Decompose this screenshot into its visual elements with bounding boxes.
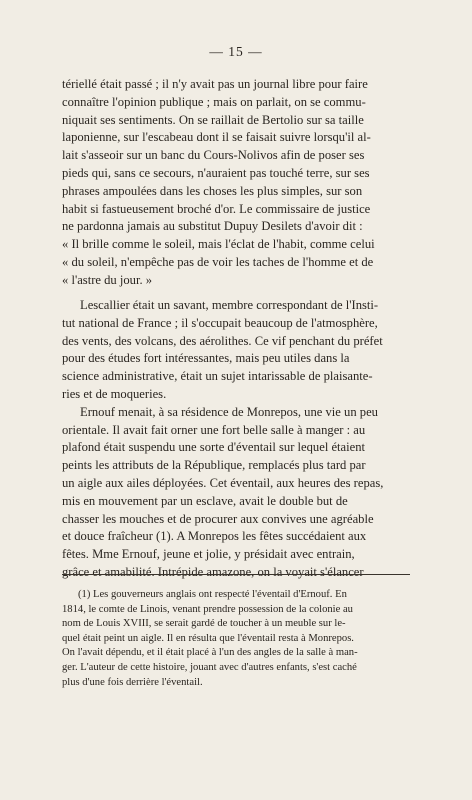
text-line: plafond était suspendu une sorte d'éventail sur lequel étaient (62, 440, 366, 455)
text-line: un aigle aux ailes déployées. Cet éventail, aux heures des repas, (62, 475, 384, 490)
text-line: pieds qui, sans ce secours, n'auraient pas touché terre, sur ses (62, 165, 370, 180)
paragraph-main-2 (62, 297, 410, 582)
text-line: Ernouf menait, à sa résidence de Monrepos, une vie un peu (80, 404, 378, 419)
text-line: ne pardonna jamais au substitut Dupuy Desilets d'avoir dit : (62, 219, 363, 234)
text-line: et douce fraîcheur (1). A Monrepos les fêtes succédaient aux (62, 529, 367, 544)
text-line: lait s'asseoir sur un banc du Cours-Nolivos afin de poser ses (62, 148, 365, 163)
text-line: des vents, des volcans, des aérolithes. Ce vif penchant du préfet (62, 333, 383, 348)
text-line: chasser les mouches et de procurer aux convives une agréable (62, 511, 374, 526)
footnote-line: ger. L'auteur de cette histoire, jouant avec d'autres enfants, s'est caché (62, 661, 357, 673)
footnote-line: (1) Les gouverneurs anglais ont respecté l'éventail d'Ernouf. En (78, 589, 347, 600)
footnote-line: plus d'une fois derrière l'éventail. (62, 676, 203, 688)
text-line: ries et de moqueries. (62, 386, 167, 401)
footnote-divider (62, 574, 410, 575)
page-number: — 15 — (209, 44, 263, 59)
footnote (62, 588, 410, 690)
paragraph-main-1 (62, 76, 410, 290)
text-line: pour des études fort intéressantes, mais peu utiles dans la (62, 351, 350, 366)
footnote-line: On l'avait dépendu, et il était placé à l'un des angles de la salle à man- (62, 647, 358, 659)
quote-line: « Il brille comme le soleil, mais l'éclat de l'habit, comme celui (62, 237, 375, 252)
footnote-line: quel était peint un aigle. Il en résulta que l'éventail resta à Monrepos. (62, 632, 354, 644)
text-line: tériellé était passé ; il n'y avait pas un journal libre pour faire (62, 77, 368, 91)
text-line: habit si fastueusement broché d'or. Le commissaire de justice (62, 201, 371, 216)
footnote-line: nom de Louis XVIII, se serait gardé de toucher à un meuble sur le- (62, 618, 346, 630)
text-line: mis en mouvement par un esclave, avait le double but de (62, 493, 348, 508)
text-line: laponienne, sur l'escabeau dont il se faisait suivre lorsqu'il al- (62, 130, 371, 145)
text-line: fêtes. Mme Ernouf, jeune et jolie, y présidait avec entrain, (62, 547, 355, 562)
text-line: Lescallier était un savant, membre correspondant de l'Insti- (80, 298, 379, 312)
text-line: tut national de France ; il s'occupait beaucoup de l'atmosphère, (62, 315, 378, 330)
text-line: connaître l'opinion publique ; mais on parlait, on se commu- (62, 94, 366, 109)
text-line: science administrative, était un sujet intarissable de plaisante- (62, 369, 373, 384)
quote-line: « l'astre du jour. » (62, 272, 153, 287)
text-line: peints les attributs de la République, remplacés plus tard par (62, 458, 366, 473)
text-line: grâce et amabilité. Intrépide amazone, on la voyait s'élancer (62, 564, 364, 579)
text-line: niquait ses sentiments. On se raillait de Bertolio sur sa taille (62, 112, 364, 127)
text-line: phrases ampoulées dans les choses les plus simples, sur son (62, 183, 363, 198)
footnote-line: 1814, le comte de Linois, venant prendre possession de la colonie au (62, 603, 353, 615)
quote-line: « du soleil, n'empêche pas de voir les taches de l'homme et de (62, 254, 374, 269)
text-line: orientale. Il avait fait orner une fort belle salle à manger : au (62, 422, 366, 437)
